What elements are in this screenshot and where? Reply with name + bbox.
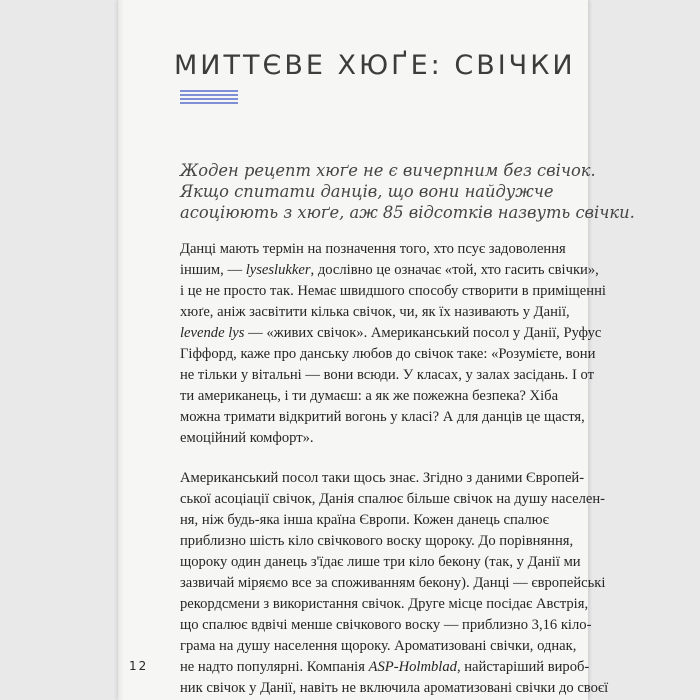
text-segment: іншим, —: [180, 262, 246, 278]
text-line: [180, 678, 609, 699]
text-segment: рекордсмени з використання свічок. Друге місце посідає Австрія,: [180, 596, 589, 612]
body-paragraph-2: [180, 468, 609, 699]
text-line: [180, 323, 602, 344]
chapter-title: МИТТЄВЕ ХЮҐЕ: СВІЧКИ: [174, 50, 576, 82]
text-line: [180, 552, 581, 573]
text-line: [180, 510, 568, 531]
text-line: [180, 365, 594, 386]
text-line: [180, 594, 589, 615]
text-segment: ник свічок у Данії, навіть не включила ароматизовані свічки до своєї: [180, 680, 609, 696]
lead-line: Жоден рецепт хюґе не є вичерпним без свічок.: [180, 161, 596, 180]
text-segment: що спалює вдвічі менше свічкового воску — приблизно 3,16 кіло-: [180, 617, 592, 633]
text-segment: , найстаріший вироб-: [456, 659, 590, 675]
text-line: [180, 573, 606, 594]
text-segment: не тільки у вітальні — вони всюди. У класах, у залах засідань. І от: [180, 367, 594, 383]
text-line: [180, 239, 568, 260]
italic-term: ASP-Holmblad: [368, 659, 457, 675]
text-line: [180, 260, 599, 281]
text-line: [180, 281, 606, 302]
text-line: [180, 386, 568, 407]
text-segment: зазвичай міряємо все за споживанням бекону). Данці — європейські: [180, 575, 606, 591]
text-segment: і це не просто так. Немає швидшого способу створити в приміщенні: [180, 283, 606, 299]
text-segment: , дослівно це означає «той, хто гасить свічки»,: [310, 262, 599, 278]
title-decorative-rule: [180, 90, 238, 104]
text-segment: приблизно шість кіло свічкового воску щороку. До порівняння,: [180, 533, 574, 549]
lead-line: асоціюють з хюґе, аж 85 відсотків назвуть свічки.: [180, 203, 635, 222]
text-line: [180, 428, 568, 449]
text-segment: ня, ніж будь-яка інша країна Європи. Кожен данець спалює: [180, 512, 549, 528]
body-paragraph-1: [180, 239, 606, 449]
text-line: [180, 657, 590, 678]
text-line: [180, 489, 606, 510]
text-segment: Американський посол таки щось знає. Згідно з даними Європей-: [180, 470, 585, 486]
text-line: [180, 468, 585, 489]
text-segment: не надто популярні. Компанія: [180, 659, 369, 675]
text-segment: хюґе, аніж засвітити кілька свічок, чи, як їх називають у Данії,: [180, 304, 570, 320]
text-line: [180, 407, 585, 428]
text-line: [180, 344, 596, 365]
text-line: [180, 636, 577, 657]
text-segment: — «живих свічок». Американський посол у Данії, Руфус: [244, 325, 602, 341]
page-gutter-shadow: [118, 0, 124, 700]
italic-term: levende lys: [180, 325, 245, 341]
text-segment: Данці мають термін на позначення того, хто псує задоволення: [180, 241, 566, 257]
text-segment: можна тримати відкритий вогонь у класі? А для данців це щастя,: [180, 409, 585, 425]
text-segment: Гіффорд, каже про данську любов до свічок таке: «Розумієте, вони: [180, 346, 596, 362]
italic-term: lyseslukker: [245, 262, 311, 278]
text-segment: ської асоціації свічок, Данія спалює більше свічок на душу населен-: [180, 491, 606, 507]
text-segment: щороку один данець з'їдає лише три кіло бекону (так, у Данії ми: [180, 554, 581, 570]
text-line: [180, 531, 574, 552]
page-number: 12: [129, 659, 149, 673]
text-line: [180, 302, 568, 323]
lead-paragraph: [180, 160, 635, 223]
text-segment: грама на душу населення щороку. Ароматизовані свічки, однак,: [180, 638, 577, 654]
text-segment: ти американець, і ти думаєш: а як же пожежна безпека? Хіба: [180, 388, 559, 404]
lead-line: Якщо спитати данців, що вони найдужче: [180, 182, 554, 201]
text-line: [180, 615, 592, 636]
text-segment: емоційний комфорт».: [180, 430, 314, 446]
